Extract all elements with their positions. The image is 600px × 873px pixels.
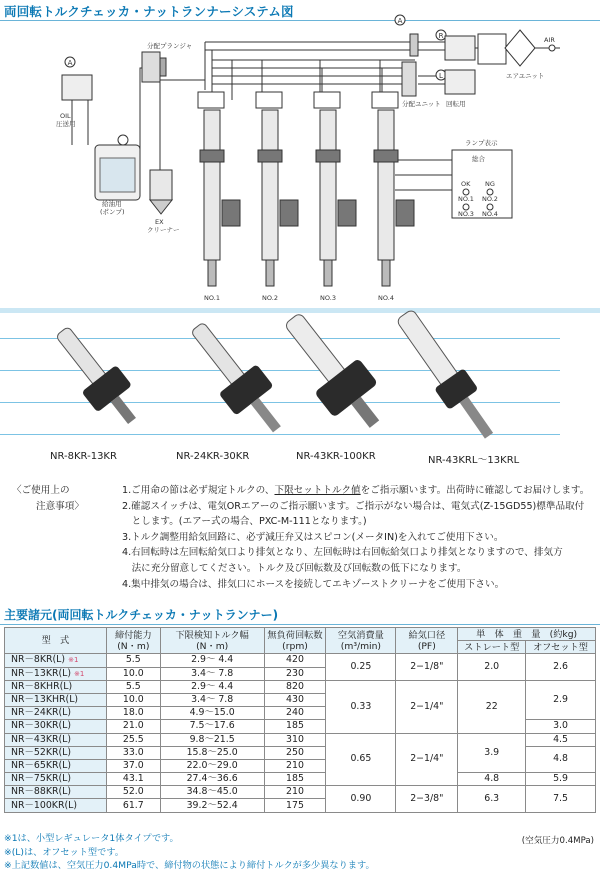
footnote-2: ※(L)は、オフセット型です。 xyxy=(4,846,124,858)
system-diagram xyxy=(0,0,600,310)
tool-photo-1 xyxy=(44,318,149,435)
header-offset: オフセット型 xyxy=(526,641,596,654)
header-weight: 単 体 重 量 (約kg) xyxy=(458,628,596,641)
table-row: NR－8KHR(L) 5.5 2.9〜 4.4 820 0.33 2−1/4" 22 2.9 xyxy=(5,680,596,693)
table-row: NR－30KR(L) 21.0 7.5〜17.6 185 3.0 xyxy=(5,720,596,733)
distribution-unit xyxy=(402,62,416,96)
air-pressure-note: (空気圧力0.4MPa) xyxy=(521,836,594,846)
label-rotation: 回転用 xyxy=(446,100,466,108)
nutrunner-2 xyxy=(262,110,278,260)
station-label: NO.4 xyxy=(378,294,394,302)
station-label: NO.1 xyxy=(204,294,220,302)
marker-a-right: A xyxy=(397,17,403,25)
usage-heading-line2: 注意事項〉 xyxy=(36,500,84,512)
header-rpm: 無負荷回転数 (rpm) xyxy=(264,628,326,654)
note-line: 4.右回転時は左回転給気口より排気となり、左回転時は右回転給気口より排気となりますので、排気方 xyxy=(122,547,563,559)
oil-valve xyxy=(62,75,92,100)
label-ok: OK xyxy=(461,180,471,188)
header-port: 給気口径 (PF) xyxy=(396,628,458,654)
table-row: NR－24KR(L) 18.0 4.9〜15.0 240 xyxy=(5,707,596,720)
header-model: 型 式 xyxy=(5,628,107,654)
note-line: 法に充分留意してください。トルク及び回転数及び回転数の低下になります。 xyxy=(122,562,467,574)
air-filter xyxy=(505,30,535,66)
table-row: NR－100KR(L) 61.7 39.2〜52.4 175 xyxy=(5,799,596,812)
header-air: 空気消費量 (m³/min) xyxy=(326,628,396,654)
table-row: NR－13KHR(L) 10.0 3.4〜 7.8 430 xyxy=(5,693,596,706)
spec-section-rule xyxy=(0,624,600,625)
note-line: 3.トルク調整用給気回路に、必ず減圧弁又はスピコン(メータIN)を入れてご使用下さい。 xyxy=(122,531,504,543)
marker-l: L xyxy=(439,72,443,80)
tool-photo-2 xyxy=(178,312,296,444)
label-oil: OIL xyxy=(60,112,71,120)
label-ex: EX xyxy=(155,218,164,226)
spec-table xyxy=(4,627,596,813)
label-cleaner: クリーナー xyxy=(147,226,180,234)
label-lamp-no3: NO.3 xyxy=(458,210,474,218)
header-torque: 下限検知トルク幅 (N・m) xyxy=(160,628,264,654)
label-pump: 給油用 xyxy=(102,200,122,208)
table-row: NR－8KR(L) ※1 5.5 2.9〜 4.4 420 0.25 2−1/8" 2.0 2.6 xyxy=(5,654,596,667)
page-title: 両回転トルクチェッカ・ナットランナーシステム図 xyxy=(4,4,294,19)
label-distribution-unit: 分配ユニット xyxy=(402,100,441,108)
note-line: 1.ご用命の節は必ず規定トルクの、下限セットトルク値をご指示願います。出荷時に確認してお届けします。 xyxy=(122,485,590,496)
label-plunger: 分配プランジャ xyxy=(147,42,193,50)
spec-section-title: 主要諸元(両回転トルクチェッカ・ナットランナー) xyxy=(4,608,279,622)
nutrunner-3 xyxy=(320,110,336,260)
usage-heading-line1: 〈ご使用上の xyxy=(12,485,70,496)
product-photos xyxy=(0,310,600,450)
ex-cleaner xyxy=(150,170,172,200)
label-lamp-no2: NO.2 xyxy=(482,195,498,203)
label-pump-sub: (ポンプ) xyxy=(100,208,125,216)
usage-notes-body xyxy=(122,483,600,592)
station-label: NO.2 xyxy=(262,294,278,302)
footnote-3: ※上記数値は、空気圧力0.4MPa時で、締付物の状態により締付トルクが多少異なります。 xyxy=(4,860,375,872)
table-row: NR－88KR(L) 52.0 34.8〜45.0 210 0.90 2−3/8" 6.3 7.5 xyxy=(5,786,596,799)
note-line: 2.確認スイッチは、電気ORエアーのご指示願います。ご指示がない場合は、電気式(Z-15GD55)標準品取付 xyxy=(122,500,585,512)
label-lamp-no1: NO.1 xyxy=(458,195,474,203)
marker-a-left: A xyxy=(67,59,73,67)
label-air-unit: エアユニット xyxy=(506,72,545,80)
nutrunner-1 xyxy=(204,110,220,260)
label-lamp-title: ランプ表示 xyxy=(465,139,498,147)
tool-label-1: NR-8KR-13KR xyxy=(50,451,117,462)
tool-photo-3 xyxy=(270,310,397,441)
usage-notes-heading xyxy=(12,483,122,514)
tool-label-4: NR-43KRL〜13KRL xyxy=(428,455,520,466)
header-straight: ストレート型 xyxy=(458,641,526,654)
label-lamp-no4: NO.4 xyxy=(482,210,498,218)
tool-label-2: NR-24KR-30KR xyxy=(176,451,250,462)
table-row: NR－65KR(L) 37.0 22.0〜29.0 210 xyxy=(5,759,596,772)
label-ng: NG xyxy=(485,180,495,188)
label-air: AIR xyxy=(544,36,555,44)
marker-r: R xyxy=(438,32,444,40)
tool-label-3: NR-43KR-100KR xyxy=(296,451,376,462)
nutrunner-4 xyxy=(378,110,394,260)
label-sougou: 総合 xyxy=(472,155,485,163)
footnotes xyxy=(4,832,375,873)
note-line: 4.集中排気の場合は、排気口にホースを接続してエキゾーストクリーナをご使用下さい。 xyxy=(122,578,505,590)
label-oil-sub: 圧送用 xyxy=(56,120,76,128)
table-row: NR－13KR(L) ※1 10.0 3.4〜 7.8 230 xyxy=(5,667,596,680)
table-row: NR－52KR(L) 33.0 15.8〜25.0 250 4.8 xyxy=(5,746,596,759)
header-capacity: 締付能力 (N・m) xyxy=(106,628,160,654)
tool-photo-4 xyxy=(389,310,503,446)
station-label: NO.3 xyxy=(320,294,336,302)
table-row: NR－75KR(L) 43.1 27.4〜36.6 185 4.8 5.9 xyxy=(5,773,596,786)
table-row: NR－43KR(L) 25.5 9.8〜21.5 310 0.65 2−1/4" 3.9 4.5 xyxy=(5,733,596,746)
note-line: とします。(エアー式の場合、PXC-M-111となります。) xyxy=(122,516,367,528)
footnote-1: ※1は、小型レギュレータ1体タイプです。 xyxy=(4,833,179,844)
distribution-plunger xyxy=(142,52,160,82)
